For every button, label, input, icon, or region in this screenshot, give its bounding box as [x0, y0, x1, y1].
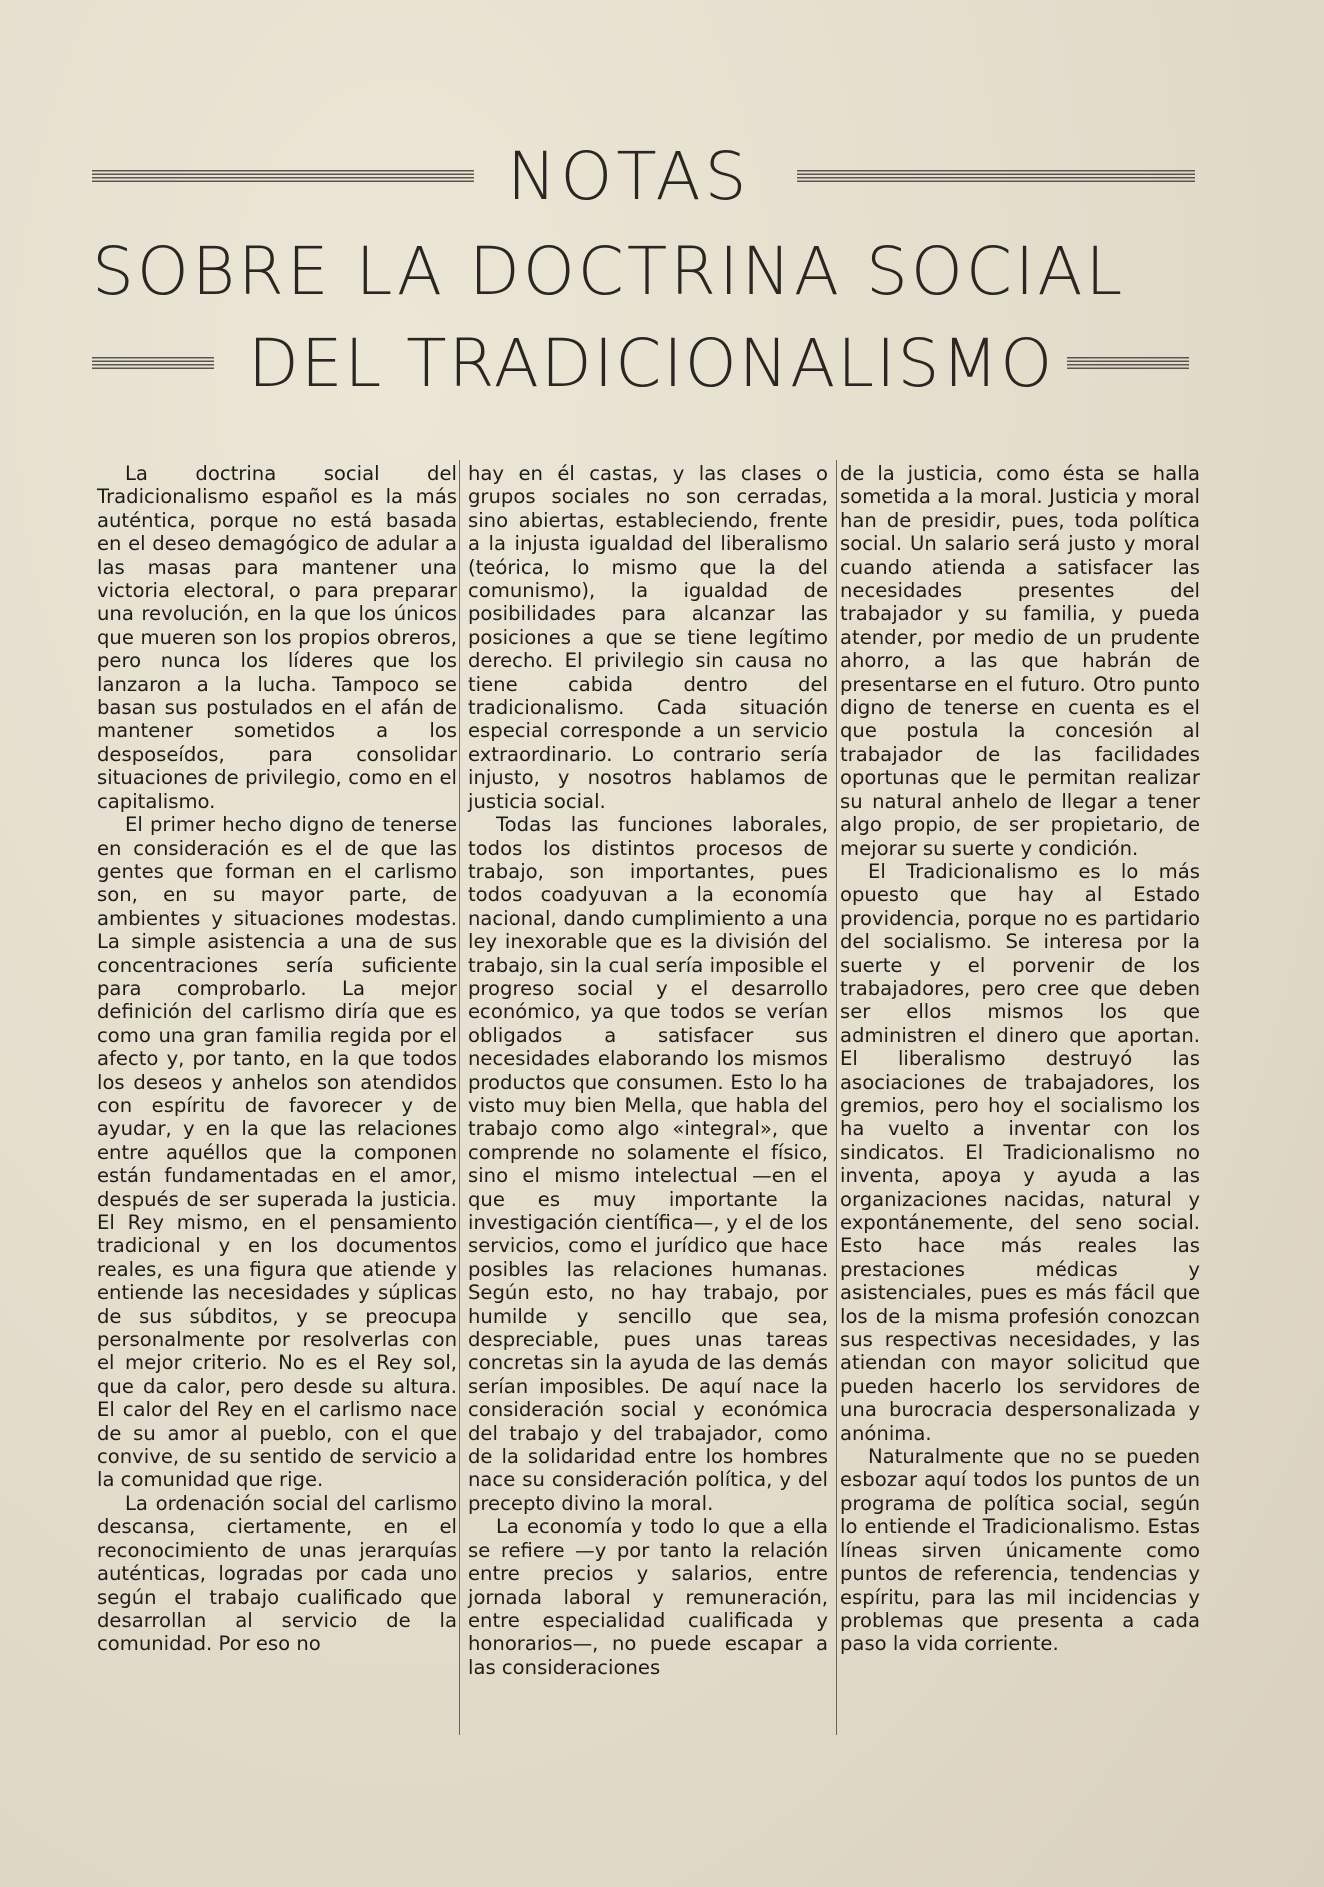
paragraph: La doctrina social del Tradicionalismo español es la más auténtica, porque no está basada en el deseo demagógico de adular a las masas para mantener una victoria electoral, o para preparar una revolución, en la que los únicos que mueren son los propios obreros, pero nunca los líderes que los lanzaron a la lucha. Tampoco se basan sus postulados en el afán de mantener sometidos a los desposeídos, para consolidar situaciones de privilegio, como en el capitalismo. [97, 462, 457, 813]
paragraph: El Tradicionalismo es lo más opuesto que hay al Estado providencia, porque no es partidario del socialismo. Se interesa por la suerte y el porvenir de los trabajadores, pero cree que deben ser ellos mismos los que administren el dinero que aportan. El liberalismo destruyó las asociaciones de trabajadores, los gremios, pero hoy el socialismo los ha vuelto a inventar con los sindicatos. El Tradicionalismo no inventa, apoya y ayuda a las organizaciones nacidas, natural y expontánemente, del seno social. Esto hace más reales las prestaciones médicas y asistenciales, pues es más fácil que los de la misma profesión conozcan sus respectivas necesidades, y las atiendan con mayor solicitud que pueden hacerlo los servidores de una burocracia despersonalizada y anónima. [840, 859, 1200, 1445]
title-line-3: DEL TRADICIONALISMO [248, 325, 1055, 402]
text-column-3 [840, 462, 1200, 1656]
paragraph: La ordenación social del carlismo descansa, ciertamente, en el reconocimiento de unas jerarquías auténticas, logradas por cada uno según el trabajo cualificado que desarrollan al servicio de la comunidad. Por eso no [97, 1491, 457, 1656]
title-line-1: NOTAS [507, 138, 751, 215]
column-divider-1 [459, 460, 460, 1735]
paragraph: La economía y todo lo que a ella se refiere —y por tanto la relación entre precios y salarios, entre jornada laboral y remuneración, entre especialidad cualificada y honorarios—, no puede escapar a las consideraciones [468, 1515, 828, 1679]
title-rule-left-1 [92, 170, 474, 184]
paragraph: El primer hecho digno de tenerse en consideración es el de que las gentes que forman en el carlismo son, en su mayor parte, de ambientes y situaciones modestas. La simple asistencia a una de sus concentraciones sería suficiente para comprobarlo. La mejor definición del carlismo diría que es como una gran familia regida por el afecto y, por tanto, en la que todos los deseos y anhelos son atendidos con espíritu de favorecer y de ayudar, y en la que las relaciones entre aquéllos que la componen están fundamentadas en el amor, después de ser superada la justicia. El Rey mismo, en el pensamiento tradicional y en los documentos reales, es una figura que atiende y entiende las necesidades y súplicas de sus súbditos, y se preocupa personalmente por resolverlas con el mejor criterio. No es el Rey sol, que da calor, pero desde su altura. El calor del Rey en el carlismo nace de su amor al pueblo, con el que convive, de su sentido de servicio a la comunidad que rige. [97, 813, 457, 1492]
paragraph: hay en él castas, y las clases o grupos sociales no son cerradas, sino abiertas, estableciendo, frente a la injusta igualdad del liberalismo (teórica, lo mismo que la del comunismo), la igualdad de posibilidades para alcanzar las posiciones a que se tiene legítimo derecho. El privilegio sin causa no tiene cabida dentro del tradicionalismo. Cada situación especial corresponde a un servicio extraordinario. Lo contrario sería injusto, y nosotros hablamos de justicia social. [468, 462, 828, 813]
title-rule-right-3 [1067, 357, 1189, 371]
title-rule-right-1 [797, 170, 1195, 184]
text-column-1 [97, 462, 457, 1656]
paragraph: Naturalmente que no se pueden esbozar aquí todos los puntos de un programa de política social, según lo entiende el Tradicionalismo. Estas líneas sirven únicamente como puntos de referencia, tendencias y espíritu, para las mil incidencias y problemas que presenta a cada paso la vida corriente. [840, 1445, 1200, 1656]
text-column-2 [468, 462, 828, 1679]
paragraph: de la justicia, como ésta se halla sometida a la moral. Justicia y moral han de presidir, pues, toda política social. Un salario será justo y moral cuando atienda a satisfacer las necesidades presentes del trabajador y su familia, y pueda atender, por medio de un prudente ahorro, a las que habrán de presentarse en el futuro. Otro punto digno de tenerse en cuenta es el que postula la concesión al trabajador de las facilidades oportunas que le permitan realizar su natural anhelo de llegar a tener algo propio, de ser propietario, de mejorar su suerte y condición. [840, 462, 1200, 860]
title-line-2: SOBRE LA DOCTRINA SOCIAL [92, 233, 1126, 310]
title-rule-left-3 [92, 357, 214, 371]
column-divider-2 [836, 460, 837, 1735]
paragraph: Todas las funciones laborales, todos los distintos procesos de trabajo, son importantes, pues todos coadyuvan a la economía nacional, dando cumplimiento a una ley inexorable que es la división del trabajo, sin la cual sería imposible el progreso social y el desarrollo económico, ya que todos se verían obligados a satisfacer sus necesidades elaborando los mismos productos que consumen. Esto lo ha visto muy bien Mella, que habla del trabajo como algo «integral», que comprende no solamente el físico, sino el mismo intelectual —en el que es muy importante la investigación científica—, y el de los servicios, como el jurídico que hace posibles las relaciones humanas. Según esto, no hay trabajo, por humilde y sencillo que sea, despreciable, pues unas tareas concretas sin la ayuda de las demás serían imposibles. De aquí nace la consideración social y económica del trabajo y del trabajador, como de la solidaridad entre los hombres nace su consideración política, y del precepto divino la moral. [468, 813, 828, 1515]
